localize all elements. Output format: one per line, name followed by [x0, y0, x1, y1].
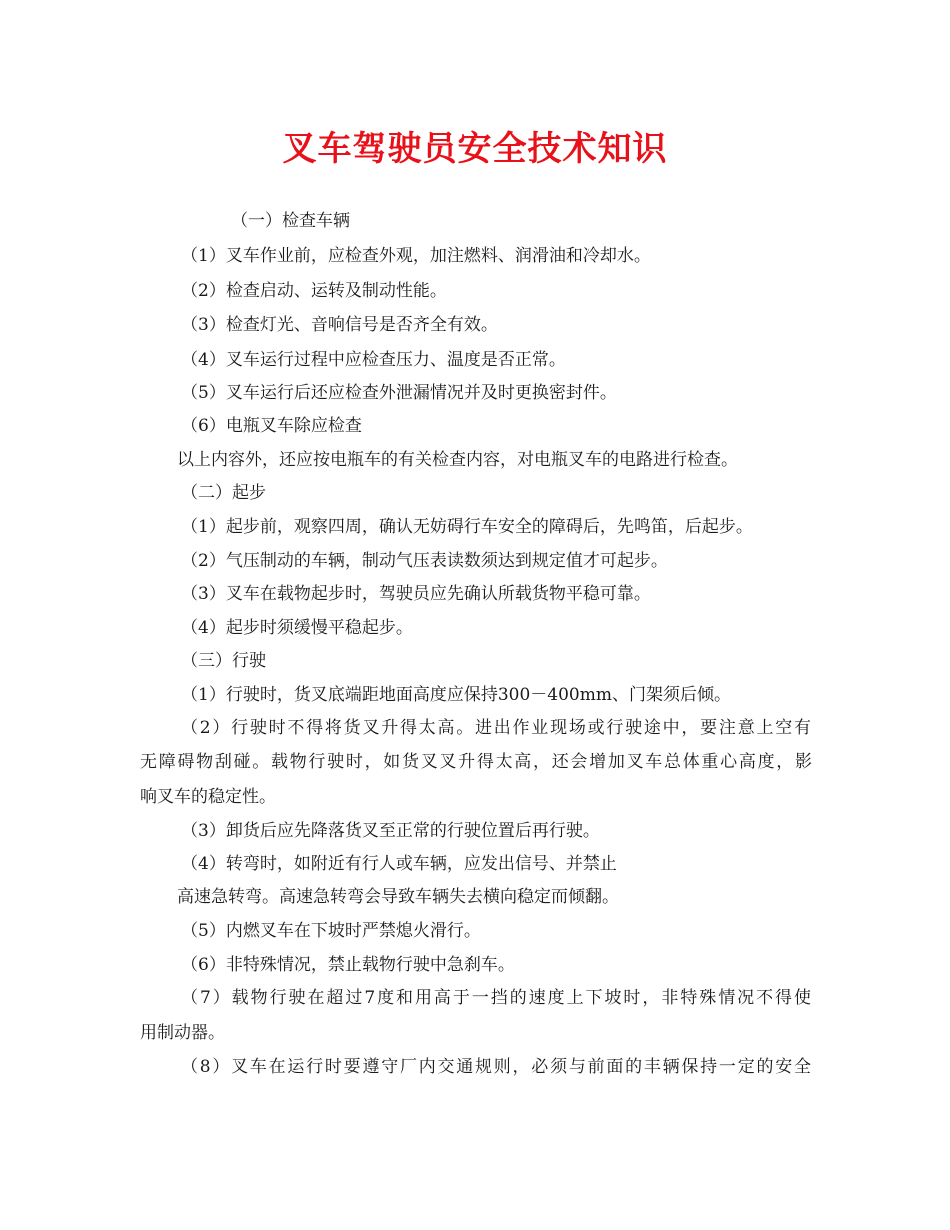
paragraph-line: 响叉车的稳定性。: [140, 787, 276, 807]
paragraph-line: （6）非特殊情况，禁止载物行驶中急刹车。: [181, 955, 515, 975]
document-title: 叉车驾驶员安全技术知识: [282, 129, 668, 169]
paragraph-line: （8）叉车在运行时要遵守厂内交通规则，必须与前面的丰辆保持一定的安全: [181, 1057, 811, 1077]
paragraph-line: （1）行驶时，货叉底端距地面高度应保持300－400mm、门架须后倾。: [181, 685, 731, 705]
paragraph-line: 以上内容外，还应按电瓶车的有关检查内容，对电瓶叉车的电路进行检查。: [177, 450, 738, 470]
paragraph-line: （4）转弯时，如附近有行人或车辆，应发出信号、并禁止: [181, 854, 617, 874]
paragraph-line: （1）叉车作业前，应检查外观，加注燃料、润滑油和冷却水。: [181, 246, 651, 266]
paragraph-line: （6）电瓶叉车除应检查: [181, 416, 362, 436]
paragraph-line: （2）气压制动的车辆，制动气压表读数须达到规定值才可起步。: [181, 551, 668, 571]
paragraph-line: （4）叉车运行过程中应检查压力、温度是否正常。: [181, 350, 566, 370]
paragraph-line: （2）检查启动、运转及制动性能。: [181, 281, 447, 301]
paragraph-line: 无障碍物刮碰。载物行驶时，如货叉叉升得太高，还会增加叉车总体重心高度，影: [140, 752, 812, 772]
paragraph-line: （1）起步前，观察四周，确认无妨碍行车安全的障碍后，先鸣笛，后起步。: [181, 517, 753, 537]
paragraph-line: （3）卸货后应先降落货叉至正常的行驶位置后再行驶。: [181, 821, 600, 841]
paragraph-line: （2）行驶时不得将货叉升得太高。进出作业现场或行驶途中，要注意上空有: [181, 718, 811, 738]
paragraph-line: （5）内燃叉车在下坡时严禁熄火滑行。: [181, 921, 481, 941]
paragraph-line: （3）检查灯光、音响信号是否齐全有效。: [181, 315, 498, 335]
paragraph-line: （5）叉车运行后还应检查外泄漏情况并及时更换密封件。: [181, 383, 617, 403]
section-heading-driving: （三）行驶: [181, 651, 266, 671]
paragraph-line: （3）叉车在载物起步时，驾驶员应先确认所载货物平稳可靠。: [181, 584, 651, 604]
paragraph-line: （7）载物行驶在超过7度和用高于一挡的速度上下坡时，非特殊情况不得使: [181, 988, 811, 1008]
paragraph-line: 用制动器。: [140, 1023, 225, 1043]
paragraph-line: （4）起步时须缓慢平稳起步。: [181, 618, 413, 638]
section-heading-inspect-vehicle: （一）检查车辆: [231, 211, 350, 231]
section-heading-start: （二）起步: [181, 483, 266, 503]
paragraph-line: 高速急转弯。高速急转弯会导致车辆失去横向稳定而倾翻。: [177, 887, 619, 907]
